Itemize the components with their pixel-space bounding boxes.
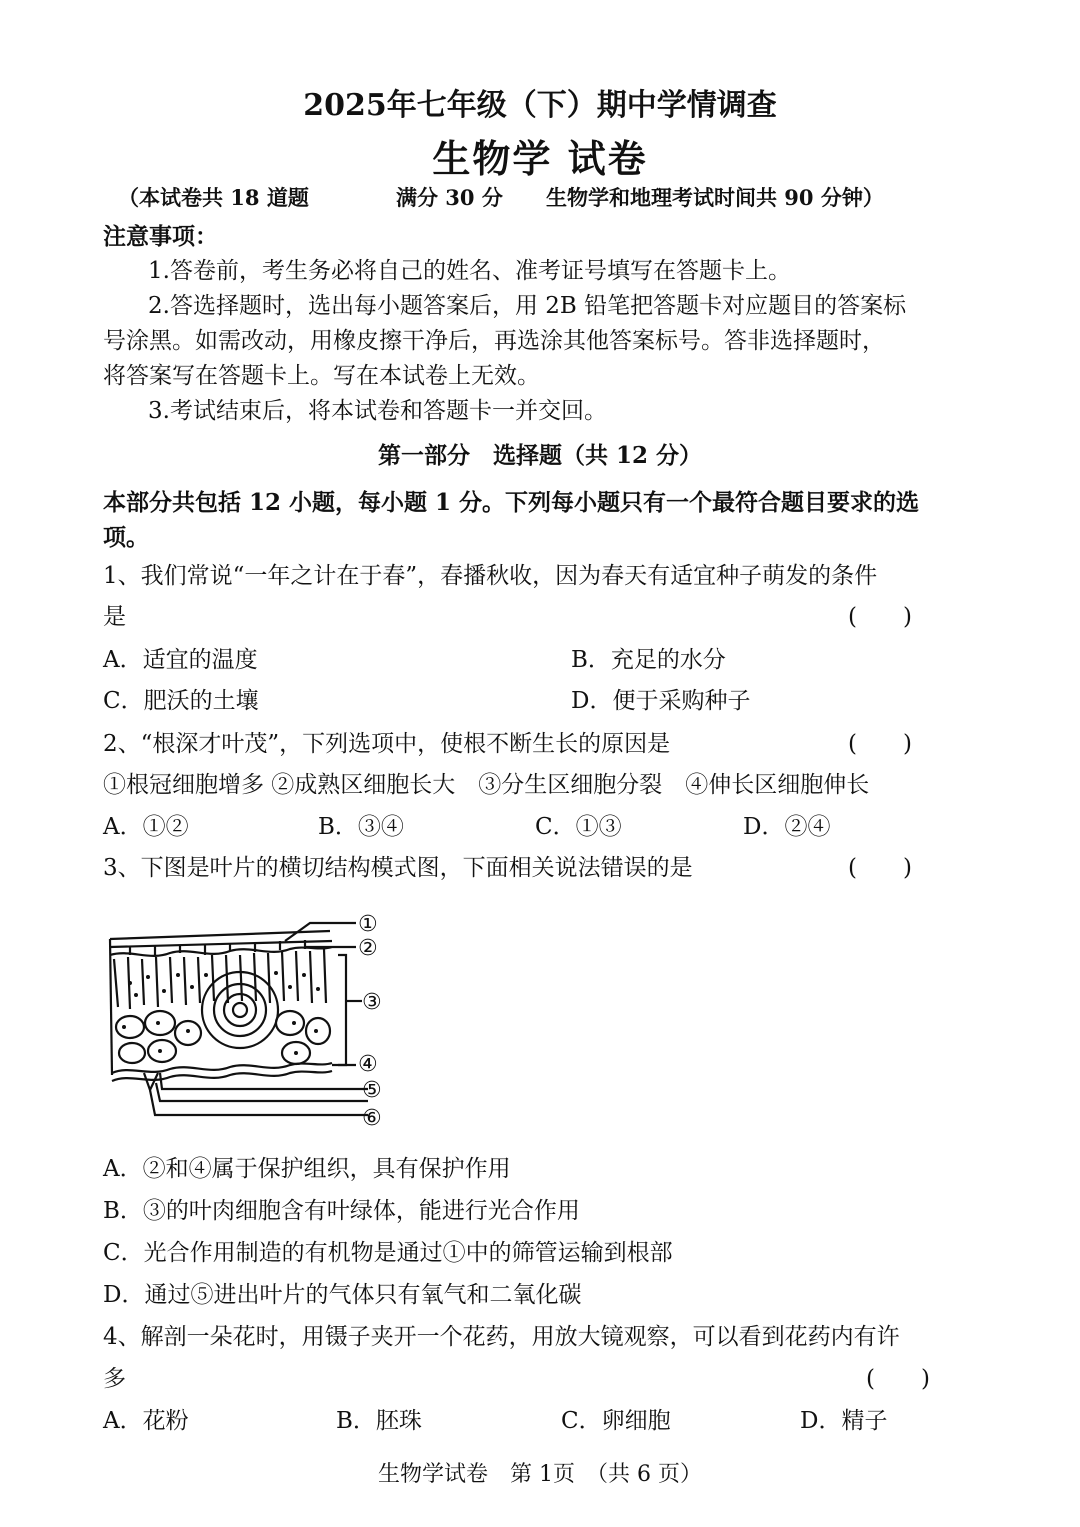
- q1-option-c: C．肥沃的土壤: [103, 688, 259, 714]
- notice-item-1: 1.答卷前，考生务必将自己的姓名、准考证号填写在答题卡上。: [148, 258, 791, 284]
- exam-subject: 生物学 试卷: [432, 136, 648, 181]
- q3-option-b: B．③的叶肉细胞含有叶绿体，能进行光合作用: [103, 1198, 580, 1224]
- label-4: ④: [358, 1052, 378, 1077]
- q2-option-a: A．①②: [103, 814, 189, 840]
- q4-option-c: C．卵细胞: [561, 1408, 671, 1434]
- q4-answer-blank: ( ): [866, 1366, 930, 1392]
- part1-intro-line-2: 项。: [103, 524, 149, 551]
- upper-epidermis: [110, 947, 332, 956]
- q3-answer-blank: ( ): [848, 855, 912, 881]
- vein-bundle: [202, 972, 278, 1048]
- q2-option-c: C．①③: [535, 814, 622, 840]
- part1-heading: 第一部分 选择题（共 12 分）: [377, 442, 703, 469]
- q3-stem: 3、下图是叶片的横切结构模式图，下面相关说法错误的是: [103, 855, 693, 881]
- notice-item-2-line-1: 2.答选择题时，选出每小题答案后，用 2B 铅笔把答题卡对应题目的答案标: [148, 293, 907, 319]
- q3-option-d: D．通过⑤进出叶片的气体只有氧气和二氧化碳: [103, 1282, 582, 1308]
- notice-item-2-line-3: 将答案写在答题卡上。写在本试卷上无效。: [103, 363, 540, 389]
- q1-stem-line-2: 是: [103, 604, 126, 630]
- part1-intro-line-1: 本部分共包括 12 小题，每小题 1 分。下列每小题只有一个最符合题目要求的选: [103, 489, 920, 516]
- q4-option-a: A．花粉: [103, 1408, 189, 1434]
- q2-stem: 2、“根深才叶茂”，下列选项中，使根不断生长的原因是: [103, 731, 671, 757]
- q4-stem-line-2: 多: [103, 1366, 126, 1392]
- info-questions: （本试卷共 18 道题: [118, 185, 309, 210]
- q1-answer-blank: ( ): [848, 604, 912, 630]
- label-3: ③: [362, 990, 382, 1015]
- q4-stem-line-1: 4、解剖一朵花时，用镊子夹开一个花药，用放大镜观察，可以看到花药内有许: [103, 1324, 900, 1350]
- info-time: 生物学和地理考试时间共 90 分钟）: [546, 185, 884, 210]
- notice-heading: 注意事项：: [103, 223, 218, 250]
- q1-option-a: A．适宜的温度: [103, 647, 258, 673]
- exam-title: 2025年七年级（下）期中学情调查: [303, 88, 777, 123]
- spongy-layer: [116, 1011, 330, 1064]
- page-footer: 生物学试卷 第 1页 （共 6 页）: [378, 1462, 702, 1487]
- info-score: 满分 30 分: [396, 185, 503, 210]
- q3-option-c: C．光合作用制造的有机物是通过①中的筛管运输到根部: [103, 1240, 673, 1266]
- label-5: ⑤: [362, 1078, 382, 1103]
- q2-option-d: D．②④: [743, 814, 831, 840]
- q2-option-b: B．③④: [318, 814, 404, 840]
- palisade-layer: [114, 949, 326, 1009]
- label-2: ②: [358, 936, 378, 961]
- q2-answer-blank: ( ): [848, 731, 912, 757]
- q2-statements: ①根冠细胞增多 ②成熟区细胞长大 ③分生区细胞分裂 ④伸长区细胞伸长: [103, 772, 870, 798]
- notice-item-3: 3.考试结束后，将本试卷和答题卡一并交回。: [148, 398, 607, 424]
- q1-option-d: D．便于采购种子: [571, 688, 751, 714]
- q1-option-b: B．充足的水分: [571, 647, 726, 673]
- q4-option-d: D．精子: [800, 1408, 888, 1434]
- q4-option-b: B．胚珠: [336, 1408, 422, 1434]
- label-1: ①: [358, 912, 378, 937]
- q1-stem-line-1: 1、我们常说“一年之计在于春”，春播秋收，因为春天有适宜种子萌发的条件: [103, 563, 878, 589]
- leaf-cross-section-diagram: [100, 905, 400, 1135]
- notice-item-2-line-2: 号涂黑。如需改动，用橡皮擦干净后，再选涂其他答案标号。答非选择题时，: [103, 328, 885, 354]
- q3-option-a: A．②和④属于保护组织，具有保护作用: [103, 1156, 511, 1182]
- label-6: ⑥: [362, 1106, 382, 1131]
